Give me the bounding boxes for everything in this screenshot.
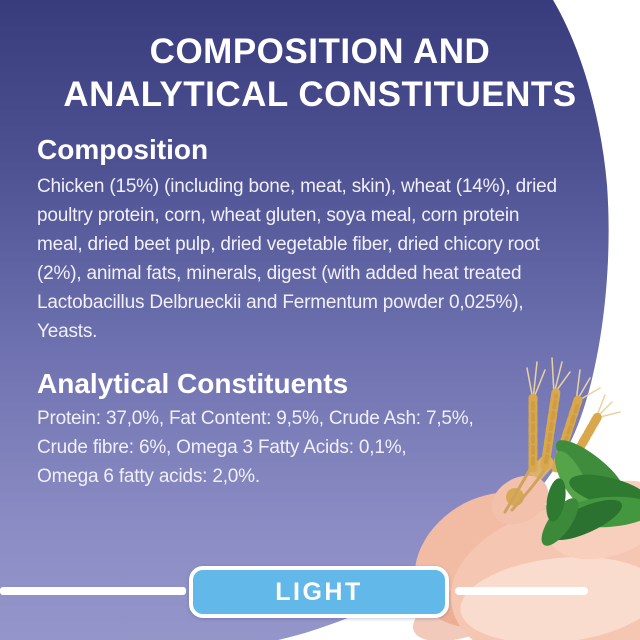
analytical-text-line: Omega 6 fatty acids: 2,0%. [37, 466, 260, 487]
analytical-constituents-heading: Analytical Constituents [37, 368, 349, 399]
page-title-line-1: COMPOSITION AND [149, 32, 491, 71]
light-variant-button[interactable] [189, 566, 449, 618]
composition-text-line: (2%), animal fats, minerals, digest (with added heat treated [37, 263, 522, 284]
composition-text-line: Lactobacillus Delbrueckii and Fermentum powder 0,025%), [37, 292, 524, 313]
page-title [0, 30, 640, 116]
light-variant-button-label: LIGHT [275, 577, 363, 606]
analytical-text-line: Protein: 37,0%, Fat Content: 9,5%, Crude Ash: 7,5%, [37, 408, 474, 429]
composition-text-line: poultry protein, corn, wheat gluten, soya meal, corn protein [37, 205, 520, 226]
composition-text [37, 172, 557, 346]
analytical-text-line: Crude fibre: 6%, Omega 3 Fatty Acids: 0,1%, [37, 437, 407, 458]
page-title-line-2: ANALYTICAL CONSTITUENTS [63, 75, 577, 114]
composition-heading: Composition [37, 134, 209, 165]
composition-text-line: Chicken (15%) (including bone, meat, skin), wheat (14%), dried [37, 176, 557, 197]
composition-text-line: Yeasts. [37, 321, 98, 342]
analytical-constituents-text [37, 404, 474, 491]
composition-text-line: meal, dried beet pulp, dried vegetable fiber, dried chicory root [37, 234, 540, 255]
